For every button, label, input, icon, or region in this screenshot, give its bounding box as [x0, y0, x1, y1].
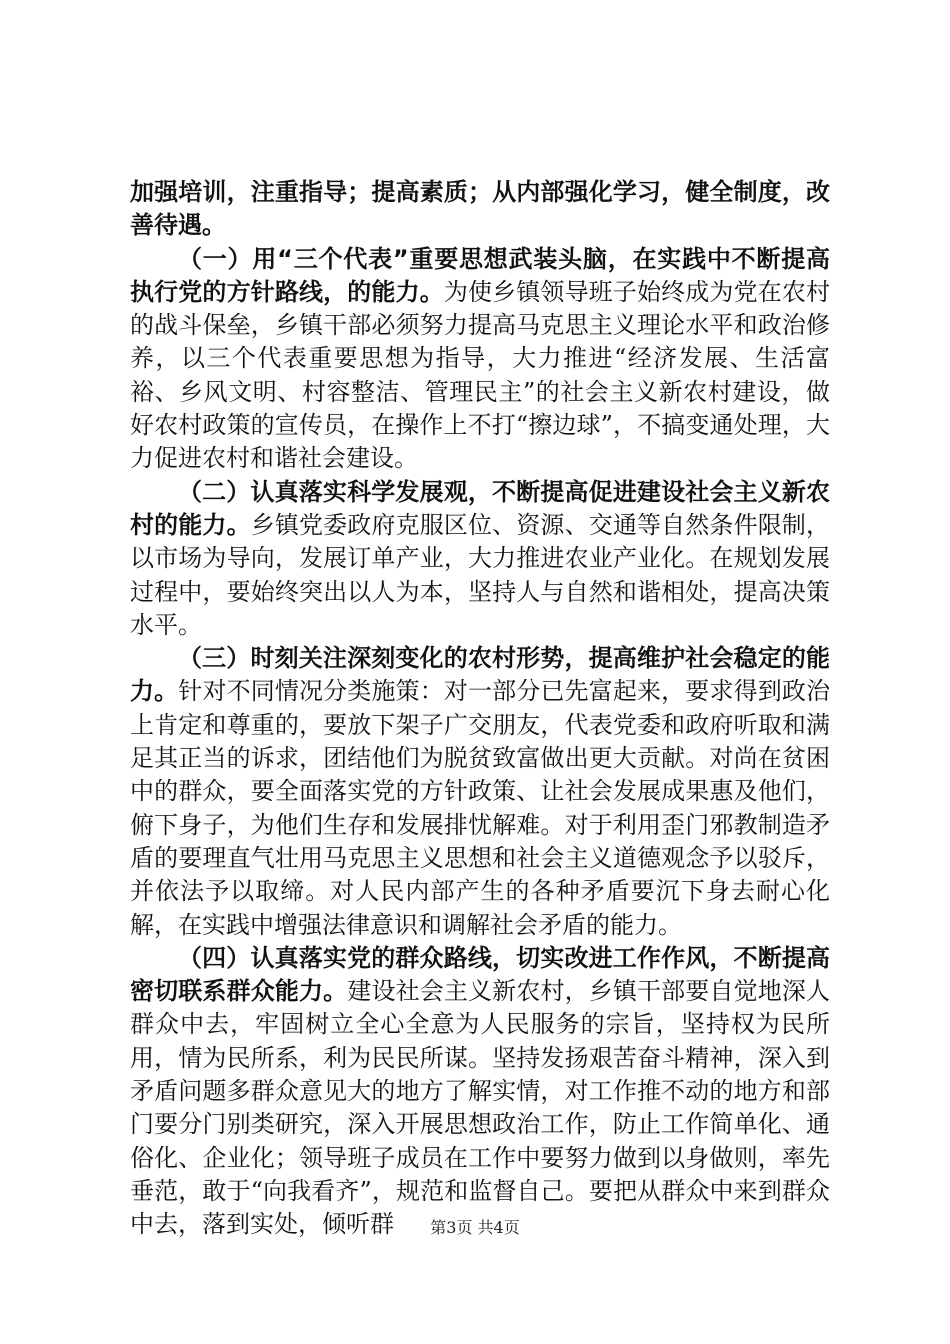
- paragraph-section-1: [130, 243, 830, 476]
- paragraph-section-4: [130, 942, 830, 1242]
- paragraph-heading: 加强培训，注重指导；提高素质；从内部强化学习，健全制度，改善待遇。: [130, 178, 830, 240]
- paragraph-text: 针对不同情况分类施策：对一部分已先富起来，要求得到政治上肯定和尊重的，要放下架子广交朋友，代表党委和政府听取和满足其正当的诉求，团结他们为脱贫致富做出更大贡献。对尚在贫困中的群众，要全面落实党的方针政策、让社会发展成果惠及他们，俯下身子，为他们生存和发展排忧解难。对于利用歪门邪教制造矛盾的要理直气壮用马克思主义思想和社会主义道德观念予以驳斥，并依法予以取缔。对人民内部产生的各种矛盾要沉下身去耐心化解，在实践中增强法律意识和调解社会矛盾的能力。: [130, 677, 831, 939]
- paragraph-heading: （一）用“三个代表”重要思想武装头脑，在实践中不断提高执行党的方针路线，的能力。: [130, 244, 830, 306]
- page-footer: 第3页 共4页: [430, 1218, 520, 1237]
- paragraph-section-3: [130, 642, 830, 942]
- paragraph-heading: （二）认真落实科学发展观，不断提高促进建设社会主义新农村的能力。: [130, 477, 830, 539]
- paragraph-heading: （三）时刻关注深刻变化的农村形势，提高维护社会稳定的能力。: [130, 644, 830, 706]
- document-body: [130, 176, 830, 1242]
- paragraph-intro: [130, 176, 830, 243]
- paragraph-text: 建设社会主义新农村，乡镇干部要自觉地深人群众中去，牢固树立全心全意为人民服务的宗旨，坚持权为民所用，情为民所系，利为民民所谋。坚持发扬艰苦奋斗精神，深入到矛盾问题多群众意见大的地方了解实情，对工作推不动的地方和部门要分门别类研究，深入开展思想政治工作，防止工作简单化、通俗化、企业化；领导班子成员在工作中要努力做到以身做则，率先垂范，敢于“向我看齐”，规范和监督自己。要把从群众中来到群众中去，落到实处，倾听群: [130, 977, 831, 1239]
- paragraph-section-2: [130, 476, 830, 642]
- paragraph-text: 乡镇党委政府克服区位、资源、交通等自然条件限制，以市场为导向，发展订单产业，大力推进农业产业化。在规划发展过程中，要始终突出以人为本，坚持人与自然和谐相处，提高决策水平。: [130, 510, 831, 639]
- paragraph-text: 为使乡镇领导班子始终成为党在农村的战斗保垒，乡镇干部必须努力提高马克思主义理论水平和政治修养，以三个代表重要思想为指导，大力推进“经济发展、生活富裕、乡风文明、村容整洁、管理民主”的社会主义新农村建设，做好农村政策的宣传员，在操作上不打“擦边球”，不搞变通处理，大力促进农村和谐社会建设。: [130, 277, 831, 473]
- paragraph-heading: （四）认真落实党的群众路线，切实改进工作作风，不断提高密切联系群众能力。: [130, 943, 830, 1006]
